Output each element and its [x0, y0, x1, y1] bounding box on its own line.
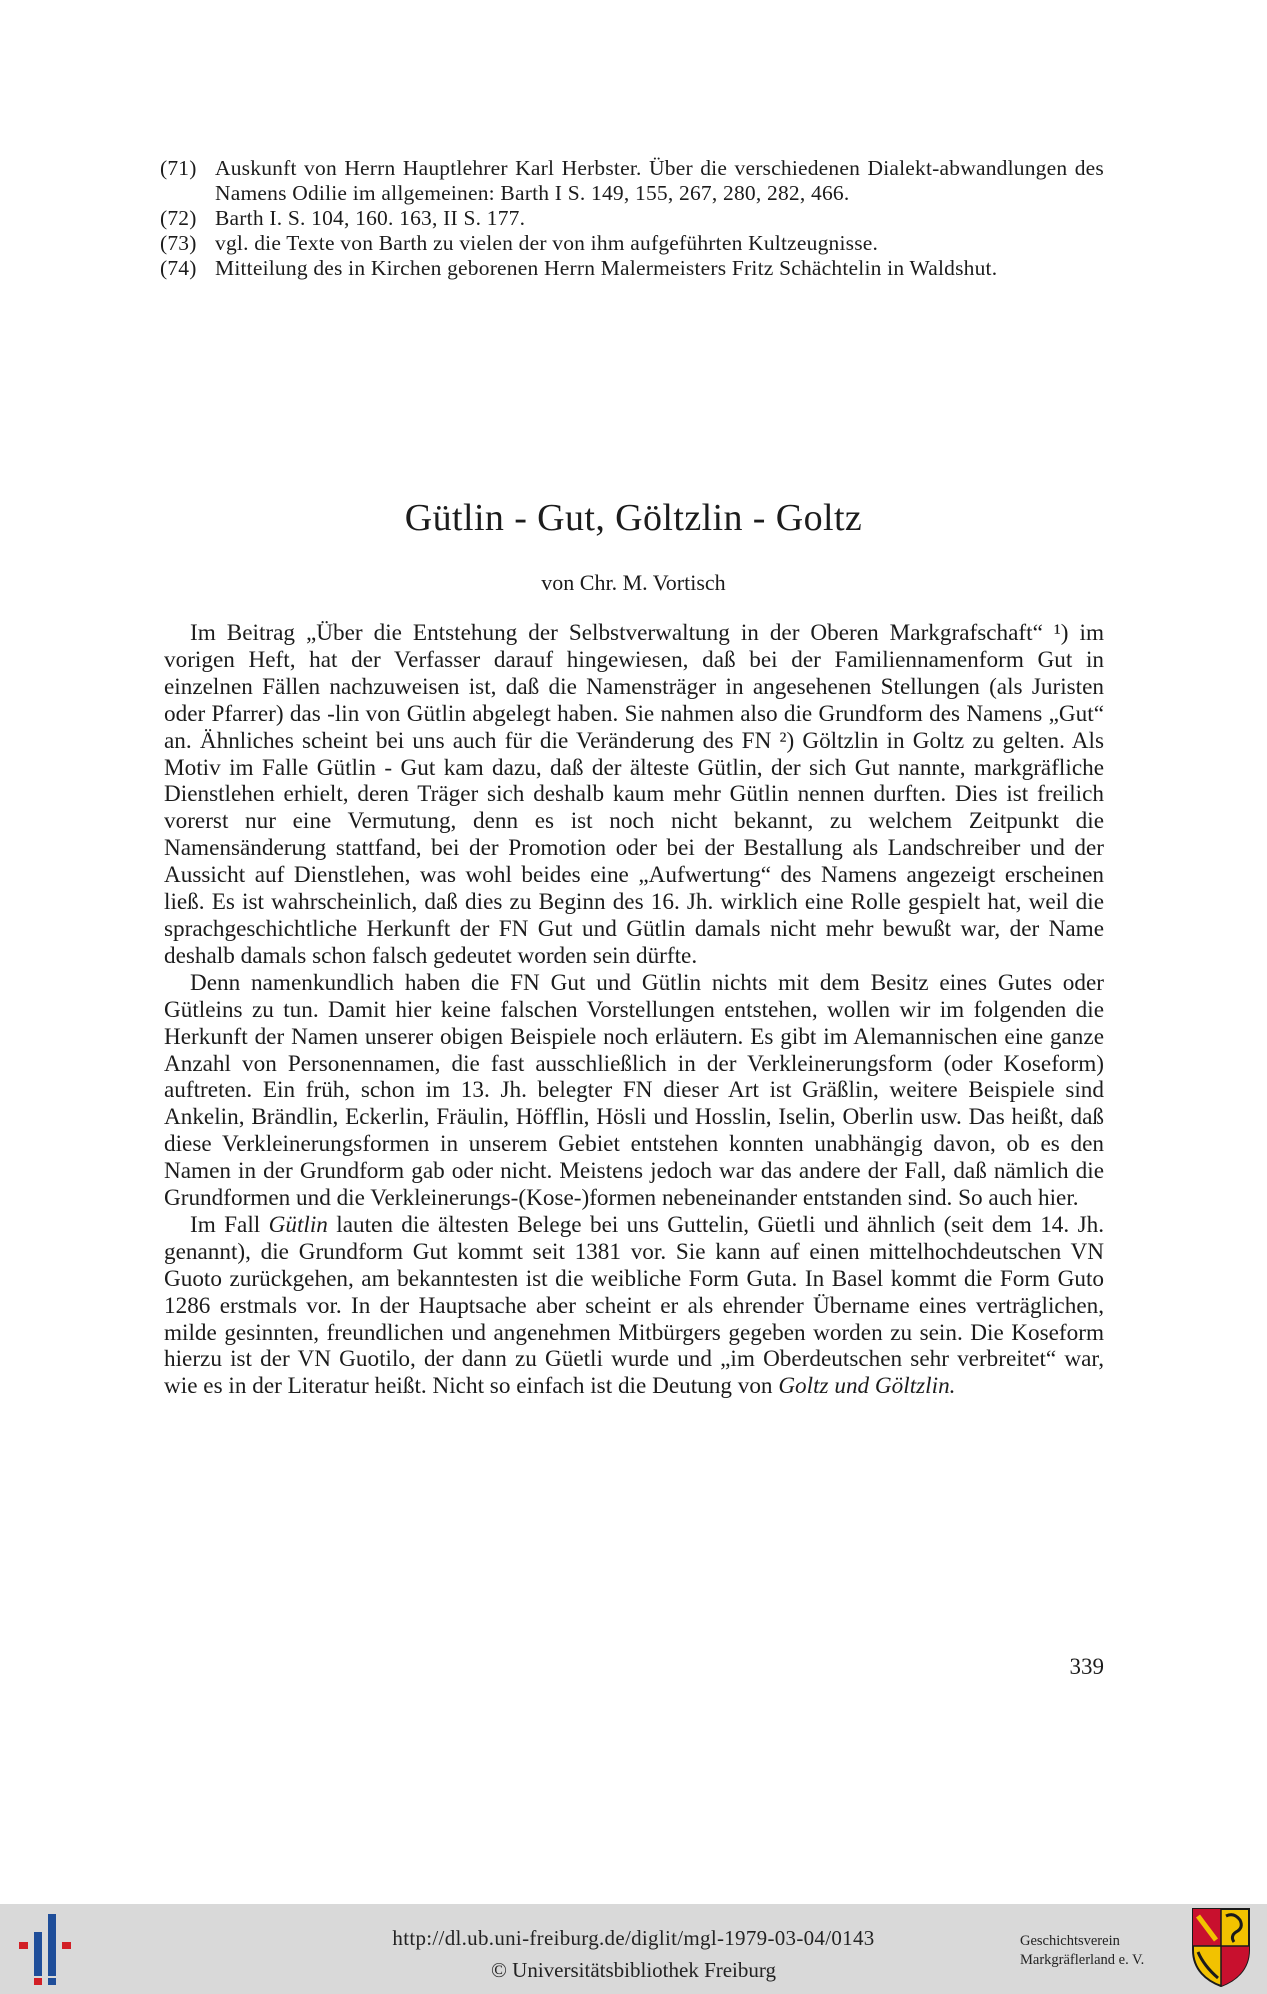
paragraph-1: Im Beitrag „Über die Entstehung der Selbstverwaltung in der Oberen Markgrafschaft“ ¹) im vorigen Heft, hat der Verfasser darauf hingewiesen, daß bei der Familiennamenform Gut in einzelnen Fällen nachzuweisen ist, daß die Namensträger in angesehenen Stellungen (als Juristen oder Pfarrer) das -lin von Gütlin abgelegt haben. Sie nahmen also die Grundform des Namens „Gut“ an. Ähnliches scheint bei uns auch für die Veränderung des FN ²) Göltzlin in Goltz zu gelten. Als Motiv im Falle Gütlin - Gut kam dazu, daß der älteste Gütlin, der sich Gut nannte, markgräfliche Dienstlehen erhielt, deren Träger sich deshalb kaum mehr Gütlin nennen durften. Dies ist freilich vorerst nur eine Vermutung, denn es ist noch nicht bekannt, zu welchem Zeitpunkt die Namensänderung stattfand, bei der Promotion oder bei der Bestallung als Landschreiber und der Aussicht auf Dienstlehen, was wohl beides eine „Aufwertung“ des Namens angezeigt erscheinen ließ. Es ist wahrscheinlich, daß dies zu Beginn des 16. Jh. wirklich eine Rolle gespielt hat, weil die sprachgeschichtliche Herkunft der FN Gut und Gütlin damals nicht mehr bewußt war, der Name deshalb damals schon falsch gedeutet worden sein dürfte. — [164, 620, 1104, 969]
copyright-text: © Universitätsbibliothek Freiburg — [490, 1958, 777, 1982]
footnote-number: (73) — [160, 231, 197, 255]
footnote-71 — [160, 156, 1104, 206]
page-number: 339 — [1069, 1654, 1104, 1679]
footnote-text: vgl. die Texte von Barth zu vielen der von ihm aufgeführten Kultzeugnisse. — [215, 231, 879, 255]
paragraph-3 — [164, 1212, 1104, 1400]
footnote-73 — [160, 231, 1104, 256]
society-name-line: Geschichtsverein — [1020, 1933, 1120, 1949]
footnotes — [160, 156, 1104, 281]
footnote-72 — [160, 206, 1104, 231]
italic-term: Goltz und Göltzlin. — [778, 1373, 956, 1400]
footnote-text: Auskunft von Herrn Hauptlehrer Karl Herbster. Über die verschiedenen Dialekt-abwandlungen des Namens Odilie im allgemeinen: Barth I S. 149, 155, 267, 280, 282, 466. — [215, 156, 1104, 205]
article-byline: von Chr. M. Vortisch — [541, 570, 726, 595]
paragraph-3-start: Im Fall — [190, 1211, 269, 1238]
society-name-line: Markgräflerland e. V. — [1020, 1952, 1145, 1968]
article-body — [164, 620, 1104, 1400]
footnote-number: (72) — [160, 206, 197, 230]
footnote-text: Barth I. S. 104, 160. 163, II S. 177. — [215, 206, 526, 230]
footnote-number: (71) — [160, 156, 197, 180]
footnote-text: Mitteilung des in Kirchen geborenen Herrn Malermeisters Fritz Schächtelin in Waldshut. — [215, 256, 998, 280]
italic-term: Gütlin — [268, 1211, 328, 1238]
footnote-74 — [160, 256, 1104, 281]
document-url-link[interactable]: http://dl.ub.uni-freiburg.de/diglit/mgl-1979-03-04/0143 — [392, 1926, 875, 1950]
paragraph-3-rest: lauten die ältesten Belege bei uns Guttelin, Güetli und ähnlich (seit dem 14. Jh. genannt), die Grundform Gut kommt seit 1381 vor. Sie kann auf einen mittelhochdeutschen VN Guoto zurückgehen, am bekanntesten ist die weibliche Form Guta. In Basel kommt die Form Guto 1286 erstmals vor. In der Hauptsache aber scheint er als ehrender Übername eines verträglichen, milde gesinnten, freundlichen und angenehmen Mitbürgers gegeben worden zu sein. Die Koseform hierzu ist der VN Guotilo, der dann zu Güetli wurde und „im Oberdeutschen sehr verbreitet“ war, wie es in der Literatur heißt. Nicht so einfach ist die Deutung von — [164, 1211, 1104, 1400]
article-title: Gütlin - Gut, Göltzlin - Goltz — [404, 497, 863, 539]
society-name — [1020, 1932, 1144, 1970]
coat-of-arms-icon — [1190, 1906, 1252, 1988]
footnote-number: (74) — [160, 256, 197, 280]
paragraph-2: Denn namenkundlich haben die FN Gut und Gütlin nichts mit dem Besitz eines Gutes oder Gütleins zu tun. Damit hier keine falschen Vorstellungen entstehen, wollen wir im folgenden die Herkunft der Namen unserer obigen Beispiele noch erläutern. Es gibt im Alemannischen eine ganze Anzahl von Personennamen, die fast ausschließlich in der Verkleinerungsform (oder Koseform) auftreten. Ein früh, schon im 13. Jh. belegter FN dieser Art ist Gräßlin, weitere Beispiele sind Ankelin, Brändlin, Eckerlin, Fräulin, Höfflin, Hösli und Hosslin, Iselin, Oberlin usw. Das heißt, daß diese Verkleinerungsformen in unserem Gebiet entstehen konnten unabhängig davon, ob es den Namen in der Grundform gab oder nicht. Meistens jedoch war das andere der Fall, daß nämlich die Grundformen und die Verkleinerungs-(Kose-)formen nebeneinander entstanden sind. So auch hier. — [164, 969, 1104, 1212]
